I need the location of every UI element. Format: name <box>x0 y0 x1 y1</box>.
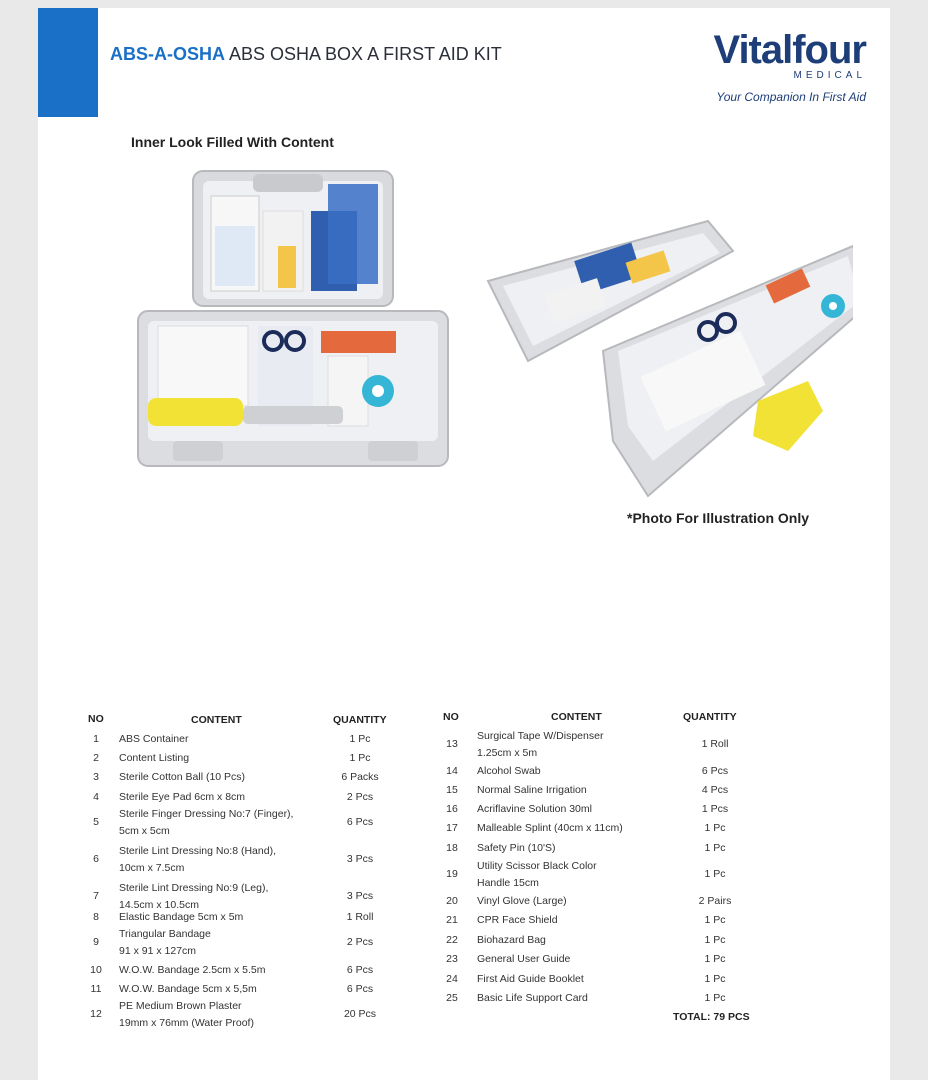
row-number: 25 <box>446 992 458 1004</box>
row-content: First Aid Guide Booklet <box>477 973 584 985</box>
row-quantity: 6 Pcs <box>346 816 374 828</box>
right-header-quantity: QUANTITY <box>683 711 737 723</box>
row-content: Sterile Finger Dressing No:7 (Finger), <box>119 808 294 820</box>
row-content: Elastic Bandage 5cm x 5m <box>119 911 244 923</box>
row-number: 23 <box>446 953 458 965</box>
row-number: 20 <box>446 895 458 907</box>
left-header-quantity: QUANTITY <box>333 714 387 726</box>
row-content: Surgical Tape W/Dispenser <box>477 730 604 742</box>
row-content: Basic Life Support Card <box>477 992 588 1004</box>
row-quantity: 1 Pc <box>704 822 726 834</box>
row-content: Vinyl Glove (Large) <box>477 895 567 907</box>
row-quantity: 2 Pcs <box>346 936 374 948</box>
row-content: Sterile Lint Dressing No:9 (Leg), <box>119 882 269 894</box>
row-quantity: 1 Roll <box>701 738 729 750</box>
photo-section-title: Inner Look Filled With Content <box>131 134 334 150</box>
left-header-no: NO <box>88 713 104 725</box>
row-quantity: 1 Pc <box>704 953 726 965</box>
row-quantity: 6 Packs <box>341 771 379 783</box>
row-content: Triangular Bandage <box>119 928 211 940</box>
row-content: 1.25cm x 5m <box>477 747 538 759</box>
row-content: Sterile Cotton Ball (10 Pcs) <box>119 771 246 783</box>
row-number: 24 <box>446 973 458 985</box>
row-number: 18 <box>446 842 458 854</box>
row-number: 5 <box>93 816 99 828</box>
row-quantity: 1 Pc <box>704 868 726 880</box>
row-content: Biohazard Bag <box>477 934 546 946</box>
product-title: ABS OSHA BOX A FIRST AID KIT <box>229 44 502 64</box>
row-quantity: 1 Pc <box>704 842 726 854</box>
row-content: W.O.W. Bandage 5cm x 5,5m <box>119 983 257 995</box>
row-quantity: 4 Pcs <box>701 784 729 796</box>
row-quantity: 1 Pcs <box>701 803 729 815</box>
row-content: Utility Scissor Black Color <box>477 860 597 872</box>
row-content: Normal Saline Irrigation <box>477 784 587 796</box>
row-content: W.O.W. Bandage 2.5cm x 5.5m <box>119 964 266 976</box>
row-number: 15 <box>446 784 458 796</box>
product-code: ABS-A-OSHA <box>110 44 225 64</box>
row-content: Handle 15cm <box>477 877 539 889</box>
row-content: Content Listing <box>119 752 190 764</box>
row-content: General User Guide <box>477 953 571 965</box>
row-number: 4 <box>93 791 99 803</box>
row-content: 10cm x 7.5cm <box>119 862 185 874</box>
row-quantity: 1 Pc <box>704 914 726 926</box>
row-number: 19 <box>446 868 458 880</box>
row-content: Alcohol Swab <box>477 765 541 777</box>
row-content: Malleable Splint (40cm x 11cm) <box>477 822 623 834</box>
row-number: 6 <box>93 853 99 865</box>
row-number: 13 <box>446 738 458 750</box>
document-page <box>38 8 890 1080</box>
brand-subtitle: MEDICAL <box>793 70 866 81</box>
row-quantity: 6 Pcs <box>346 983 374 995</box>
row-content: 19mm x 76mm (Water Proof) <box>119 1017 254 1029</box>
row-quantity: 3 Pcs <box>346 853 374 865</box>
content-table <box>38 8 890 1080</box>
row-content: Sterile Eye Pad 6cm x 8cm <box>119 791 246 803</box>
row-quantity: 6 Pcs <box>346 964 374 976</box>
left-header-content: CONTENT <box>191 714 242 726</box>
row-number: 21 <box>446 914 458 926</box>
brand-tagline: Your Companion In First Aid <box>716 90 866 104</box>
row-content: Sterile Lint Dressing No:8 (Hand), <box>119 845 276 857</box>
row-number: 3 <box>93 771 99 783</box>
row-number: 7 <box>93 890 99 902</box>
row-quantity: 3 Pcs <box>346 890 374 902</box>
row-number: 9 <box>93 936 99 948</box>
row-quantity: 1 Pc <box>704 934 726 946</box>
row-quantity: 2 Pairs <box>698 895 732 907</box>
row-number: 14 <box>446 765 458 777</box>
right-header-no: NO <box>443 711 459 723</box>
row-content: PE Medium Brown Plaster <box>119 1000 242 1012</box>
row-number: 22 <box>446 934 458 946</box>
row-content: 5cm x 5cm <box>119 825 170 837</box>
row-quantity: 1 Pc <box>349 733 371 745</box>
row-content: Acriflavine Solution 30ml <box>477 803 592 815</box>
row-content: 91 x 91 x 127cm <box>119 945 197 957</box>
row-quantity: 1 Roll <box>346 911 374 923</box>
row-number: 1 <box>93 733 99 745</box>
row-quantity: 1 Pc <box>704 973 726 985</box>
photo-disclaimer: *Photo For Illustration Only <box>627 510 809 526</box>
row-content: CPR Face Shield <box>477 914 558 926</box>
row-content: 14.5cm x 10.5cm <box>119 899 199 911</box>
row-quantity: 1 Pc <box>349 752 371 764</box>
row-number: 12 <box>90 1008 102 1020</box>
row-quantity: 2 Pcs <box>346 791 374 803</box>
row-number: 17 <box>446 822 458 834</box>
row-number: 10 <box>90 964 102 976</box>
row-quantity: 20 Pcs <box>343 1008 377 1020</box>
row-content: ABS Container <box>119 733 189 745</box>
brand-name: Vitalfour <box>713 28 866 72</box>
row-number: 2 <box>93 752 99 764</box>
total-count: TOTAL: 79 PCS <box>673 1011 750 1023</box>
row-quantity: 6 Pcs <box>701 765 729 777</box>
right-header-content: CONTENT <box>551 711 602 723</box>
row-number: 16 <box>446 803 458 815</box>
row-number: 8 <box>93 911 99 923</box>
row-content: Safety Pin (10'S) <box>477 842 556 854</box>
row-quantity: 1 Pc <box>704 992 726 1004</box>
row-number: 11 <box>90 983 102 995</box>
